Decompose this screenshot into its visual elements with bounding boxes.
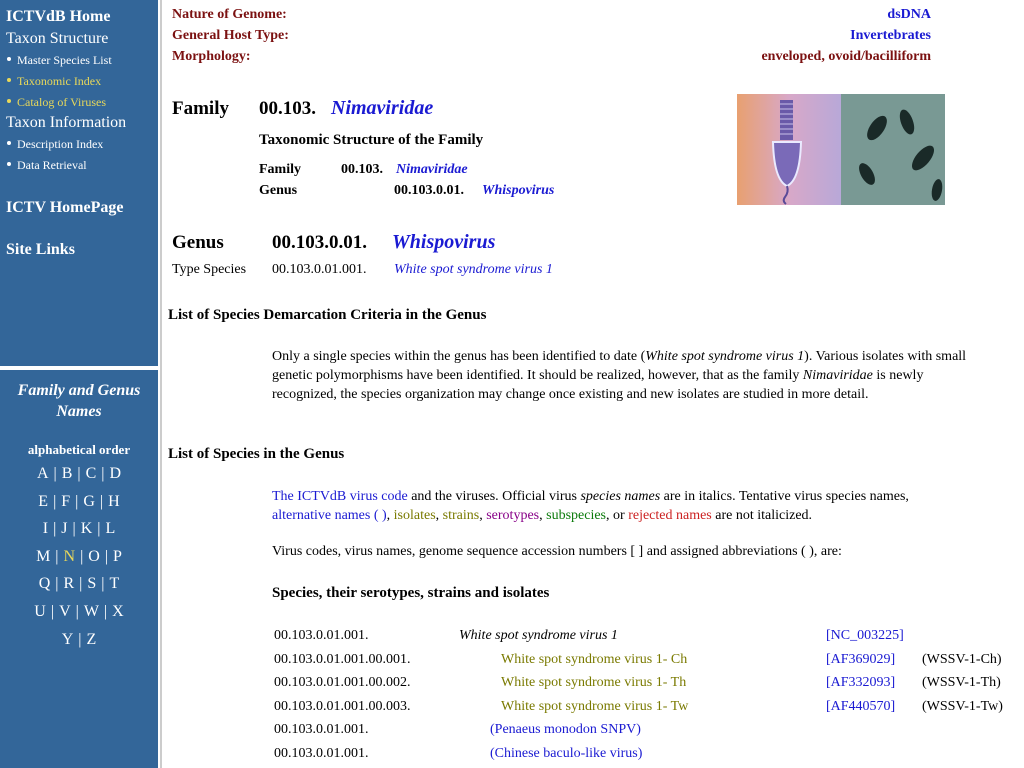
tax-family-name-link[interactable]: Nimaviridae (396, 162, 468, 177)
letter-row (0, 493, 158, 511)
species-row-code: 00.103.0.01.001. (274, 722, 369, 737)
letter-separator: | (55, 575, 59, 593)
bullet-icon (7, 141, 11, 145)
letter-separator: | (55, 547, 59, 565)
letter-link-h[interactable]: H (108, 492, 120, 510)
species-row-abbreviation: (WSSV-1-Ch) (922, 651, 1002, 667)
prop-label-host: General Host Type: (172, 28, 289, 43)
species-row-name[interactable]: (Chinese baculo-like virus) (490, 745, 643, 761)
family-label: Family (172, 98, 229, 119)
letter-separator: | (53, 465, 57, 482)
taxon-structure-heading: Taxon Structure (6, 30, 109, 47)
species-row-accession-link[interactable]: [AF440570] (826, 698, 896, 714)
ictvdb-home-link[interactable]: ICTVdB Home (6, 8, 111, 25)
bullet-icon (7, 78, 11, 82)
species-row-accession-link[interactable]: [AF332093] (826, 675, 896, 690)
species-row-accession-link[interactable]: [NC_003225] (826, 628, 904, 643)
letter-link-i[interactable]: I (42, 520, 49, 538)
family-genus-title: Family and Genus Names (17, 382, 141, 420)
letter-separator: | (101, 575, 105, 593)
letter-separator: | (99, 492, 104, 510)
species-row-accession-link[interactable]: [AF369029] (826, 651, 896, 667)
letter-link-q[interactable]: Q (38, 575, 51, 593)
species-row-code: 00.103.0.01.001.00.002. (274, 675, 411, 690)
bullet-icon (7, 99, 11, 103)
letter-link-a[interactable]: A (36, 465, 49, 482)
letter-separator: | (104, 547, 109, 565)
family-code: 00.103. (259, 98, 316, 119)
genus-code: 00.103.0.01. (272, 232, 367, 253)
letter-separator: | (79, 575, 83, 593)
tax-genus-label: Genus (259, 183, 298, 198)
letter-link-d[interactable]: D (109, 465, 122, 482)
type-species-code: 00.103.0.01.001. (272, 262, 367, 277)
species-row-code: 00.103.0.01.001.00.001. (274, 651, 411, 667)
letter-link-w[interactable]: W (83, 603, 99, 620)
letter-link-f[interactable]: F (61, 492, 71, 510)
virion-micrograph-image (737, 94, 945, 205)
genus-name-link[interactable]: Whispovirus (392, 231, 496, 253)
ictv-homepage-link[interactable]: ICTV HomePage (6, 199, 124, 216)
virus-code-link[interactable]: The ICTVdB virus code (272, 489, 408, 504)
letter-link-b[interactable]: B (61, 465, 73, 482)
bullet-icon (7, 57, 11, 61)
prop-label-morphology: Morphology: (172, 49, 251, 64)
letter-separator: | (53, 520, 57, 538)
letter-separator: | (97, 520, 101, 538)
letter-link-r[interactable]: R (63, 575, 75, 593)
letter-separator: | (78, 630, 82, 648)
letter-link-e[interactable]: E (38, 492, 49, 510)
letter-separator: | (75, 603, 79, 620)
bullet-icon (7, 162, 11, 166)
letter-separator: | (101, 465, 105, 482)
letter-row (0, 465, 158, 483)
letter-link-t[interactable]: T (109, 575, 120, 593)
site-links-link[interactable]: Site Links (6, 241, 75, 258)
letter-link-x[interactable]: X (112, 603, 124, 620)
catalog-of-viruses-link[interactable]: Catalog of Viruses (7, 95, 106, 110)
letter-link-s[interactable]: S (87, 575, 97, 593)
letter-link-u[interactable]: U (34, 603, 46, 620)
letter-link-y[interactable]: Y (61, 630, 74, 648)
tax-genus-code: 00.103.0.01. (394, 183, 464, 198)
description-index-link[interactable]: Description Index (7, 137, 103, 152)
prop-value-genome: dsDNA (887, 7, 931, 22)
sidebar-nav-panel (0, 0, 158, 366)
species-legend: The ICTVdB virus code and the viruses. Official virus species names are in italics. Tentative virus species names, alternative names ( ), isolates, strains, serotypes, subspecies, or rejected names are not italicized. (272, 489, 909, 523)
letter-link-v[interactable]: V (59, 603, 71, 620)
letter-link-p[interactable]: P (113, 547, 122, 565)
alphabetical-order-label: alphabetical order (27, 442, 131, 457)
tax-family-label: Family (259, 162, 301, 177)
letter-link-c[interactable]: C (85, 465, 97, 482)
letter-link-j[interactable]: J (61, 520, 68, 538)
demarcation-title: List of Species Demarcation Criteria in the Genus (168, 307, 487, 323)
species-row-name: White spot syndrome virus 1 (459, 628, 618, 643)
letter-link-n[interactable]: N (63, 547, 76, 565)
letter-link-o[interactable]: O (88, 547, 100, 565)
species-row-code: 00.103.0.01.001.00.003. (274, 698, 411, 714)
letter-separator: | (80, 547, 84, 565)
family-name-link[interactable]: Nimaviridae (331, 97, 434, 119)
species-row-abbreviation: (WSSV-1-Th) (922, 675, 1001, 690)
taxonomic-index-link[interactable]: Taxonomic Index (7, 74, 101, 89)
letter-separator: | (77, 465, 81, 482)
tax-genus-name-link[interactable]: Whispovirus (482, 183, 555, 198)
prop-label-genome: Nature of Genome: (172, 7, 287, 22)
letter-link-g[interactable]: G (83, 492, 95, 510)
species-row-name[interactable]: White spot syndrome virus 1- Ch (501, 651, 688, 667)
demarcation-text: Only a single species within the genus has been identified to date (White spot syndrome virus 1). Various isolates with small genetic polymorphisms have been identified. It should be realized, however, that as the family Nimaviridae is newly recognized, the species organization may change once existing and new isolates are studied in more detail. (272, 349, 967, 402)
genus-label: Genus (172, 232, 224, 253)
letter-separator: | (72, 520, 76, 538)
species-row-abbreviation: (WSSV-1-Tw) (922, 698, 1003, 714)
master-species-list-link[interactable]: Master Species List (7, 53, 112, 68)
species-row-code: 00.103.0.01.001. (274, 628, 369, 643)
letter-row (0, 575, 158, 593)
letter-separator: | (103, 603, 108, 620)
codes-line: Virus codes, virus names, genome sequence accession numbers [ ] and assigned abbreviations ( ), are: (272, 544, 842, 559)
tax-structure-title: Taxonomic Structure of the Family (259, 132, 484, 148)
letter-separator: | (53, 492, 57, 510)
letter-separator: | (50, 603, 55, 620)
sidebar (0, 0, 160, 768)
tax-family-code: 00.103. (341, 162, 383, 177)
species-row-name[interactable]: (Penaeus monodon SNPV) (490, 722, 641, 737)
species-list-title: List of Species in the Genus (168, 446, 345, 462)
letter-row (0, 548, 158, 566)
data-retrieval-link[interactable]: Data Retrieval (7, 158, 87, 173)
letter-link-m[interactable]: M (36, 547, 51, 565)
letter-row (0, 520, 158, 538)
type-species-label: Type Species (172, 262, 247, 277)
species-row-name[interactable]: White spot syndrome virus 1- Tw (501, 698, 689, 714)
letter-link-l[interactable]: L (105, 520, 116, 538)
prop-value-morphology: enveloped, ovoid/bacilliform (761, 49, 931, 64)
letter-row (0, 631, 158, 649)
species-row-name[interactable]: White spot syndrome virus 1- Th (501, 675, 687, 690)
taxon-information-heading: Taxon Information (6, 114, 127, 131)
main-content (162, 0, 1024, 768)
species-row-code: 00.103.0.01.001. (274, 745, 369, 761)
letter-separator: | (75, 492, 79, 510)
species-subtitle: Species, their serotypes, strains and isolates (272, 585, 550, 601)
family-genus-index-panel (0, 370, 158, 768)
letter-link-z[interactable]: Z (86, 630, 97, 648)
letter-link-k[interactable]: K (80, 520, 93, 538)
letter-row (0, 603, 158, 621)
type-species-name-link[interactable]: White spot syndrome virus 1 (394, 262, 553, 277)
prop-value-host: Invertebrates (850, 28, 931, 43)
